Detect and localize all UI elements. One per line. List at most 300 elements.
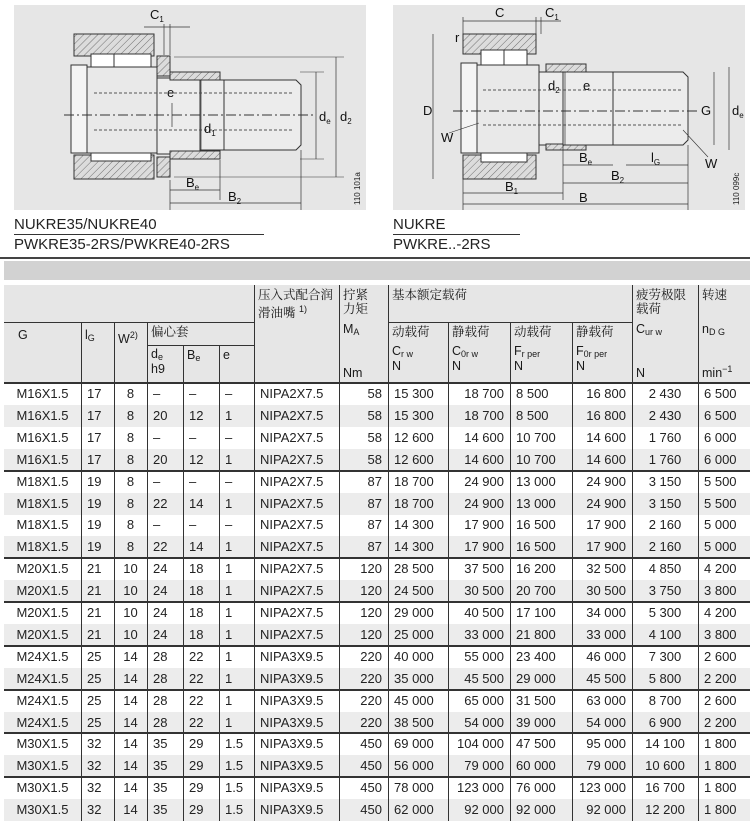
cell-nipple: NIPA2X7.5 xyxy=(260,407,324,423)
cell-e: 1 xyxy=(225,648,233,664)
cell-w: 14 xyxy=(123,802,138,818)
cell-curw: 2 430 xyxy=(648,407,682,423)
cell-frper: 20 700 xyxy=(516,583,556,599)
table-row xyxy=(4,690,750,712)
c1-label: $C_1$ xyxy=(545,5,559,22)
cell-curw: 16 700 xyxy=(645,780,685,796)
cell-frper: 16 500 xyxy=(516,539,556,555)
speed-label: 转速 xyxy=(702,288,728,302)
cell-de: 24 xyxy=(153,561,168,577)
cell-f0rper: 46 000 xyxy=(586,648,626,664)
cell-de: 35 xyxy=(153,736,168,752)
cell-torque: 120 xyxy=(360,605,382,620)
c-label: C xyxy=(495,5,505,20)
cell-f0rper: 79 000 xyxy=(586,758,626,774)
cell-e: 1.5 xyxy=(225,758,244,774)
cell-e: – xyxy=(225,517,233,533)
cell-f0rper: 14 600 xyxy=(586,451,626,467)
w2-label: W xyxy=(705,156,718,171)
cell-be: 29 xyxy=(189,736,204,752)
cell-de: 35 xyxy=(153,802,168,818)
cell-w: 10 xyxy=(123,561,138,577)
cell-crw: 29 000 xyxy=(394,605,434,620)
cell-torque: 220 xyxy=(360,670,382,686)
cell-be: 14 xyxy=(189,495,204,511)
cell-nipple: NIPA3X9.5 xyxy=(260,758,324,774)
cell-g: M20X1.5 xyxy=(16,583,69,599)
cell-g: M16X1.5 xyxy=(16,451,69,467)
cell-f0rper: 16 800 xyxy=(586,407,626,423)
cell-g: M24X1.5 xyxy=(16,714,69,730)
cell-c0rw: 104 000 xyxy=(457,736,504,752)
cell-w: 8 xyxy=(126,451,135,467)
cell-ndg: 1 800 xyxy=(704,758,737,774)
cell-frper: 47 500 xyxy=(516,736,556,752)
cell-nipple: NIPA3X9.5 xyxy=(260,802,324,818)
cell-g: M20X1.5 xyxy=(16,605,69,620)
cell-lg: 21 xyxy=(87,605,102,620)
cell-e: 1 xyxy=(225,605,233,620)
cell-crw: 28 500 xyxy=(394,561,434,577)
cell-frper: 31 500 xyxy=(516,692,556,708)
cell-frper: 10 700 xyxy=(516,429,556,445)
cell-crw: 18 700 xyxy=(394,473,434,489)
cell-w: 14 xyxy=(123,670,138,686)
cell-torque: 87 xyxy=(367,539,382,555)
table-row xyxy=(4,383,750,405)
column-line xyxy=(632,285,633,821)
cell-lg: 21 xyxy=(87,583,102,599)
cell-ndg: 3 800 xyxy=(704,626,737,642)
cell-be: 18 xyxy=(189,583,204,599)
caption-line-1: NUKRE35/NUKRE40 xyxy=(14,215,264,235)
cell-nipple: NIPA3X9.5 xyxy=(260,692,324,708)
figure-caption-1 xyxy=(14,215,264,254)
cam-follower-drawing-2 xyxy=(393,5,745,210)
c1-label: $C_1$ xyxy=(150,7,164,24)
cell-ndg: 2 200 xyxy=(704,714,737,730)
column-line xyxy=(698,285,699,821)
cell-ndg: 3 800 xyxy=(704,583,737,599)
group-separator xyxy=(4,470,750,472)
cell-de: – xyxy=(153,473,161,489)
cell-e: 1 xyxy=(225,583,233,599)
header-frper: 动载荷 $F_{r per}$ N xyxy=(510,322,572,383)
cell-be: 22 xyxy=(189,692,204,708)
column-line xyxy=(219,345,220,821)
cell-nipple: NIPA3X9.5 xyxy=(260,714,324,730)
cell-lg: 19 xyxy=(87,495,102,511)
cell-ndg: 6 000 xyxy=(704,451,737,467)
cell-c0rw: 24 900 xyxy=(464,473,504,489)
cell-lg: 32 xyxy=(87,736,102,752)
cell-de: 35 xyxy=(153,758,168,774)
cell-crw: 25 000 xyxy=(394,626,434,642)
header-be: $B_e$ xyxy=(183,345,219,383)
cell-g: M16X1.5 xyxy=(16,429,69,445)
cell-e: 1 xyxy=(225,451,233,467)
cell-crw: 14 300 xyxy=(394,539,434,555)
cell-c0rw: 24 900 xyxy=(464,495,504,511)
cell-lg: 21 xyxy=(87,626,102,642)
cell-crw: 24 500 xyxy=(394,583,434,599)
cell-ndg: 5 000 xyxy=(704,517,737,533)
cell-ndg: 6 500 xyxy=(704,386,737,401)
cell-frper: 39 000 xyxy=(516,714,556,730)
cell-be: 22 xyxy=(189,648,204,664)
caption-line-2: PWKRE..-2RS xyxy=(393,236,491,253)
cell-curw: 4 100 xyxy=(648,626,682,642)
drawing-number: 110 101a xyxy=(353,172,362,205)
cell-nipple: NIPA2X7.5 xyxy=(260,429,324,445)
cell-c0rw: 33 000 xyxy=(464,626,504,642)
cell-lg: 32 xyxy=(87,758,102,774)
be-label: $B_e$ xyxy=(186,175,200,192)
ma-symbol: $M_A$ xyxy=(343,322,360,337)
table-row xyxy=(4,624,750,646)
cell-crw: 56 000 xyxy=(394,758,434,774)
b2-label: $B_2$ xyxy=(228,189,242,206)
cell-crw: 18 700 xyxy=(394,495,434,511)
cell-e: 1 xyxy=(225,495,233,511)
cell-g: M18X1.5 xyxy=(16,473,69,489)
cell-be: – xyxy=(189,429,197,445)
cell-c0rw: 40 500 xyxy=(464,605,504,620)
header-blank xyxy=(4,285,254,322)
cell-f0rper: 45 500 xyxy=(586,670,626,686)
cell-frper: 29 000 xyxy=(516,670,556,686)
cell-be: 29 xyxy=(189,780,204,796)
curw-unit: N xyxy=(636,366,646,380)
cell-ndg: 1 800 xyxy=(704,736,737,752)
fatigue-label: 疲劳极限载荷 xyxy=(636,288,687,316)
de-label: $d_e$ xyxy=(319,109,331,126)
cell-c0rw: 37 500 xyxy=(464,561,504,577)
table-row xyxy=(4,558,750,580)
cell-nipple: NIPA3X9.5 xyxy=(260,670,324,686)
table-row xyxy=(4,668,750,690)
grid-line xyxy=(147,345,254,346)
cell-curw: 2 160 xyxy=(648,517,682,533)
cell-e: 1.5 xyxy=(225,780,244,796)
cell-w: 14 xyxy=(123,758,138,774)
cell-crw: 38 500 xyxy=(394,714,434,730)
cell-de: 20 xyxy=(153,407,168,423)
cell-w: 8 xyxy=(126,407,135,423)
cell-lg: 17 xyxy=(87,429,102,445)
cell-de: – xyxy=(153,517,161,533)
cell-be: 18 xyxy=(189,626,204,642)
drawing-number: 110 099c xyxy=(732,172,741,205)
d2-label: $d_2$ xyxy=(340,109,352,126)
cell-de: 20 xyxy=(153,451,168,467)
cell-c0rw: 17 900 xyxy=(464,539,504,555)
cell-f0rper: 95 000 xyxy=(586,736,626,752)
cell-torque: 450 xyxy=(360,758,382,774)
cell-nipple: NIPA3X9.5 xyxy=(260,736,324,752)
cell-c0rw: 79 000 xyxy=(464,758,504,774)
cell-frper: 8 500 xyxy=(516,386,549,401)
ma-unit: Nm xyxy=(343,366,363,380)
cell-curw: 5 300 xyxy=(648,605,682,620)
cell-lg: 25 xyxy=(87,692,102,708)
cam-follower-drawing-1 xyxy=(14,5,366,210)
cell-g: M18X1.5 xyxy=(16,495,69,511)
cell-e: – xyxy=(225,386,233,401)
cell-frper: 23 400 xyxy=(516,648,556,664)
cell-torque: 58 xyxy=(367,407,382,423)
cell-torque: 450 xyxy=(360,736,382,752)
cell-ndg: 2 200 xyxy=(704,670,737,686)
table-row xyxy=(4,580,750,602)
section-divider xyxy=(0,257,750,259)
cell-g: M18X1.5 xyxy=(16,517,69,533)
cell-c0rw: 14 600 xyxy=(464,429,504,445)
cell-de: 35 xyxy=(153,780,168,796)
cell-torque: 450 xyxy=(360,780,382,796)
cell-be: 12 xyxy=(189,407,204,423)
table-row xyxy=(4,405,750,427)
cell-lg: 17 xyxy=(87,386,102,401)
cell-crw: 69 000 xyxy=(394,736,434,752)
cell-ndg: 6 500 xyxy=(704,407,737,423)
press-fit-label: 压入式配合润滑油嘴 xyxy=(258,288,334,321)
column-line xyxy=(572,322,573,821)
cell-w: 8 xyxy=(126,517,135,533)
table-row xyxy=(4,646,750,668)
cell-e: 1 xyxy=(225,407,233,423)
column-line xyxy=(339,285,340,821)
cell-nipple: NIPA3X9.5 xyxy=(260,780,324,796)
cell-ndg: 1 800 xyxy=(704,780,737,796)
cell-f0rper: 24 900 xyxy=(586,473,626,489)
column-line xyxy=(510,322,511,821)
cell-lg: 25 xyxy=(87,670,102,686)
cell-f0rper: 54 000 xyxy=(586,714,626,730)
cell-w: 8 xyxy=(126,429,135,445)
cell-nipple: NIPA2X7.5 xyxy=(260,386,324,401)
cell-ndg: 5 500 xyxy=(704,473,737,489)
cell-de: 28 xyxy=(153,714,168,730)
cell-torque: 220 xyxy=(360,648,382,664)
cell-w: 14 xyxy=(123,736,138,752)
cell-g: M30X1.5 xyxy=(16,736,69,752)
cell-curw: 1 760 xyxy=(648,429,682,445)
header-eccentric-collar: 偏心套 xyxy=(147,322,254,345)
header-de: $d_e$ h9 xyxy=(147,345,183,383)
cell-c0rw: 45 500 xyxy=(464,670,504,686)
cell-w: 8 xyxy=(126,539,135,555)
header-e: e xyxy=(219,345,254,383)
cell-crw: 35 000 xyxy=(394,670,434,686)
be-label: $B_e$ xyxy=(579,150,593,167)
cell-be: 22 xyxy=(189,714,204,730)
cell-torque: 220 xyxy=(360,692,382,708)
cell-curw: 12 200 xyxy=(645,802,685,818)
cell-lg: 21 xyxy=(87,561,102,577)
cell-de: 22 xyxy=(153,539,168,555)
cell-e: 1.5 xyxy=(225,736,244,752)
cell-c0rw: 54 000 xyxy=(464,714,504,730)
header-fatigue-limit xyxy=(632,285,698,383)
cell-f0rper: 14 600 xyxy=(586,429,626,445)
header-crw: 动载荷 $C_{r w}$ N xyxy=(388,322,448,383)
cell-ndg: 5 500 xyxy=(704,495,737,511)
cell-curw: 3 150 xyxy=(648,495,682,511)
cell-de: – xyxy=(153,386,161,401)
cell-g: M24X1.5 xyxy=(16,670,69,686)
e-label: e xyxy=(583,78,591,93)
cell-torque: 220 xyxy=(360,714,382,730)
cell-crw: 62 000 xyxy=(394,802,434,818)
cell-ndg: 4 200 xyxy=(704,561,737,577)
table-row xyxy=(4,514,750,536)
cell-be: 22 xyxy=(189,670,204,686)
e-label: e xyxy=(167,85,175,100)
cell-be: – xyxy=(189,473,197,489)
cell-torque: 58 xyxy=(367,386,382,401)
footnote-1: 1) xyxy=(299,304,308,314)
curw-symbol: $C_{ur w}$ xyxy=(636,322,663,337)
table-row xyxy=(4,755,750,777)
caption-line-1: NUKRE xyxy=(393,215,520,235)
cell-w: 14 xyxy=(123,780,138,796)
cell-c0rw: 30 500 xyxy=(464,583,504,599)
cell-w: 10 xyxy=(123,583,138,599)
cell-de: 28 xyxy=(153,648,168,664)
group-separator xyxy=(4,645,750,647)
cell-frper: 60 000 xyxy=(516,758,556,774)
table-row xyxy=(4,536,750,558)
d-label: D xyxy=(423,103,433,118)
cell-lg: 32 xyxy=(87,780,102,796)
cell-torque: 120 xyxy=(360,561,382,577)
cell-e: – xyxy=(225,473,233,489)
d2-label: $d_2$ xyxy=(548,78,560,95)
cell-ndg: 4 200 xyxy=(704,605,737,620)
column-line xyxy=(388,285,389,821)
cell-ndg: 2 600 xyxy=(704,692,737,708)
cell-be: – xyxy=(189,386,197,401)
figure-caption-2 xyxy=(393,215,520,254)
cell-ndg: 2 600 xyxy=(704,648,737,664)
cell-lg: 25 xyxy=(87,714,102,730)
cell-be: 18 xyxy=(189,605,204,620)
cell-lg: 17 xyxy=(87,407,102,423)
header-tightening-torque xyxy=(339,285,388,383)
cell-w: 8 xyxy=(126,473,135,489)
cell-frper: 13 000 xyxy=(516,495,556,511)
cell-curw: 5 800 xyxy=(648,670,682,686)
caption-line-2: PWKRE35-2RS/PWKRE40-2RS xyxy=(14,236,230,253)
cell-lg: 19 xyxy=(87,539,102,555)
cell-e: 1 xyxy=(225,692,233,708)
cell-nipple: NIPA2X7.5 xyxy=(260,561,324,577)
column-line xyxy=(183,345,184,821)
cell-frper: 10 700 xyxy=(516,451,556,467)
table-row xyxy=(4,602,750,624)
cell-curw: 1 760 xyxy=(648,451,682,467)
cell-e: 1 xyxy=(225,561,233,577)
cell-nipple: NIPA2X7.5 xyxy=(260,473,324,489)
cell-g: M24X1.5 xyxy=(16,648,69,664)
cell-f0rper: 17 900 xyxy=(586,539,626,555)
cell-be: – xyxy=(189,517,197,533)
cell-w: 14 xyxy=(123,692,138,708)
group-separator xyxy=(4,382,750,384)
cell-e: 1 xyxy=(225,670,233,686)
b2-label: $B_2$ xyxy=(611,168,625,185)
cell-curw: 6 900 xyxy=(648,714,682,730)
cell-ndg: 1 800 xyxy=(704,802,737,818)
cell-f0rper: 92 000 xyxy=(586,802,626,818)
cell-crw: 78 000 xyxy=(394,780,434,796)
group-separator xyxy=(4,689,750,691)
cell-be: 29 xyxy=(189,758,204,774)
cell-g: M30X1.5 xyxy=(16,758,69,774)
table-row xyxy=(4,427,750,449)
cell-be: 29 xyxy=(189,802,204,818)
cell-nipple: NIPA2X7.5 xyxy=(260,539,324,555)
header-basic-load-rating: 基本额定载荷 xyxy=(388,285,632,322)
cell-c0rw: 18 700 xyxy=(464,386,504,401)
de-label: $d_e$ xyxy=(732,103,744,120)
cell-crw: 12 600 xyxy=(394,429,434,445)
cell-f0rper: 30 500 xyxy=(586,583,626,599)
cell-crw: 15 300 xyxy=(394,386,434,401)
cell-crw: 15 300 xyxy=(394,407,434,423)
cell-curw: 3 750 xyxy=(648,583,682,599)
cell-c0rw: 92 000 xyxy=(464,802,504,818)
cell-nipple: NIPA2X7.5 xyxy=(260,451,324,467)
cell-curw: 10 600 xyxy=(645,758,685,774)
cell-g: M20X1.5 xyxy=(16,626,69,642)
cell-e: – xyxy=(225,429,233,445)
cell-c0rw: 55 000 xyxy=(464,648,504,664)
cell-de: 24 xyxy=(153,583,168,599)
cell-curw: 4 850 xyxy=(648,561,682,577)
cell-g: M24X1.5 xyxy=(16,692,69,708)
cell-frper: 13 000 xyxy=(516,473,556,489)
b1-label: $B_1$ xyxy=(505,179,519,196)
cell-f0rper: 63 000 xyxy=(586,692,626,708)
cell-f0rper: 32 500 xyxy=(586,561,626,577)
cell-curw: 8 700 xyxy=(648,692,682,708)
cell-torque: 450 xyxy=(360,802,382,818)
table-row xyxy=(4,449,750,471)
cell-f0rper: 17 900 xyxy=(586,517,626,533)
grid-line xyxy=(4,322,254,323)
cell-de: 28 xyxy=(153,692,168,708)
w-label: W xyxy=(441,130,454,145)
cell-frper: 76 000 xyxy=(516,780,556,796)
cell-w: 10 xyxy=(123,605,138,620)
cell-frper: 92 000 xyxy=(516,802,556,818)
cell-nipple: NIPA2X7.5 xyxy=(260,517,324,533)
cell-f0rper: 123 000 xyxy=(579,780,626,796)
ndg-symbol: $n_{D G}$ xyxy=(702,322,725,337)
cell-torque: 87 xyxy=(367,495,382,511)
cell-torque: 87 xyxy=(367,473,382,489)
column-line xyxy=(147,322,148,821)
cell-lg: 25 xyxy=(87,648,102,664)
cell-be: 14 xyxy=(189,539,204,555)
cell-f0rper: 16 800 xyxy=(586,386,626,401)
cell-lg: 32 xyxy=(87,802,102,818)
column-line xyxy=(114,322,115,821)
cell-g: M30X1.5 xyxy=(16,780,69,796)
cell-torque: 58 xyxy=(367,451,382,467)
